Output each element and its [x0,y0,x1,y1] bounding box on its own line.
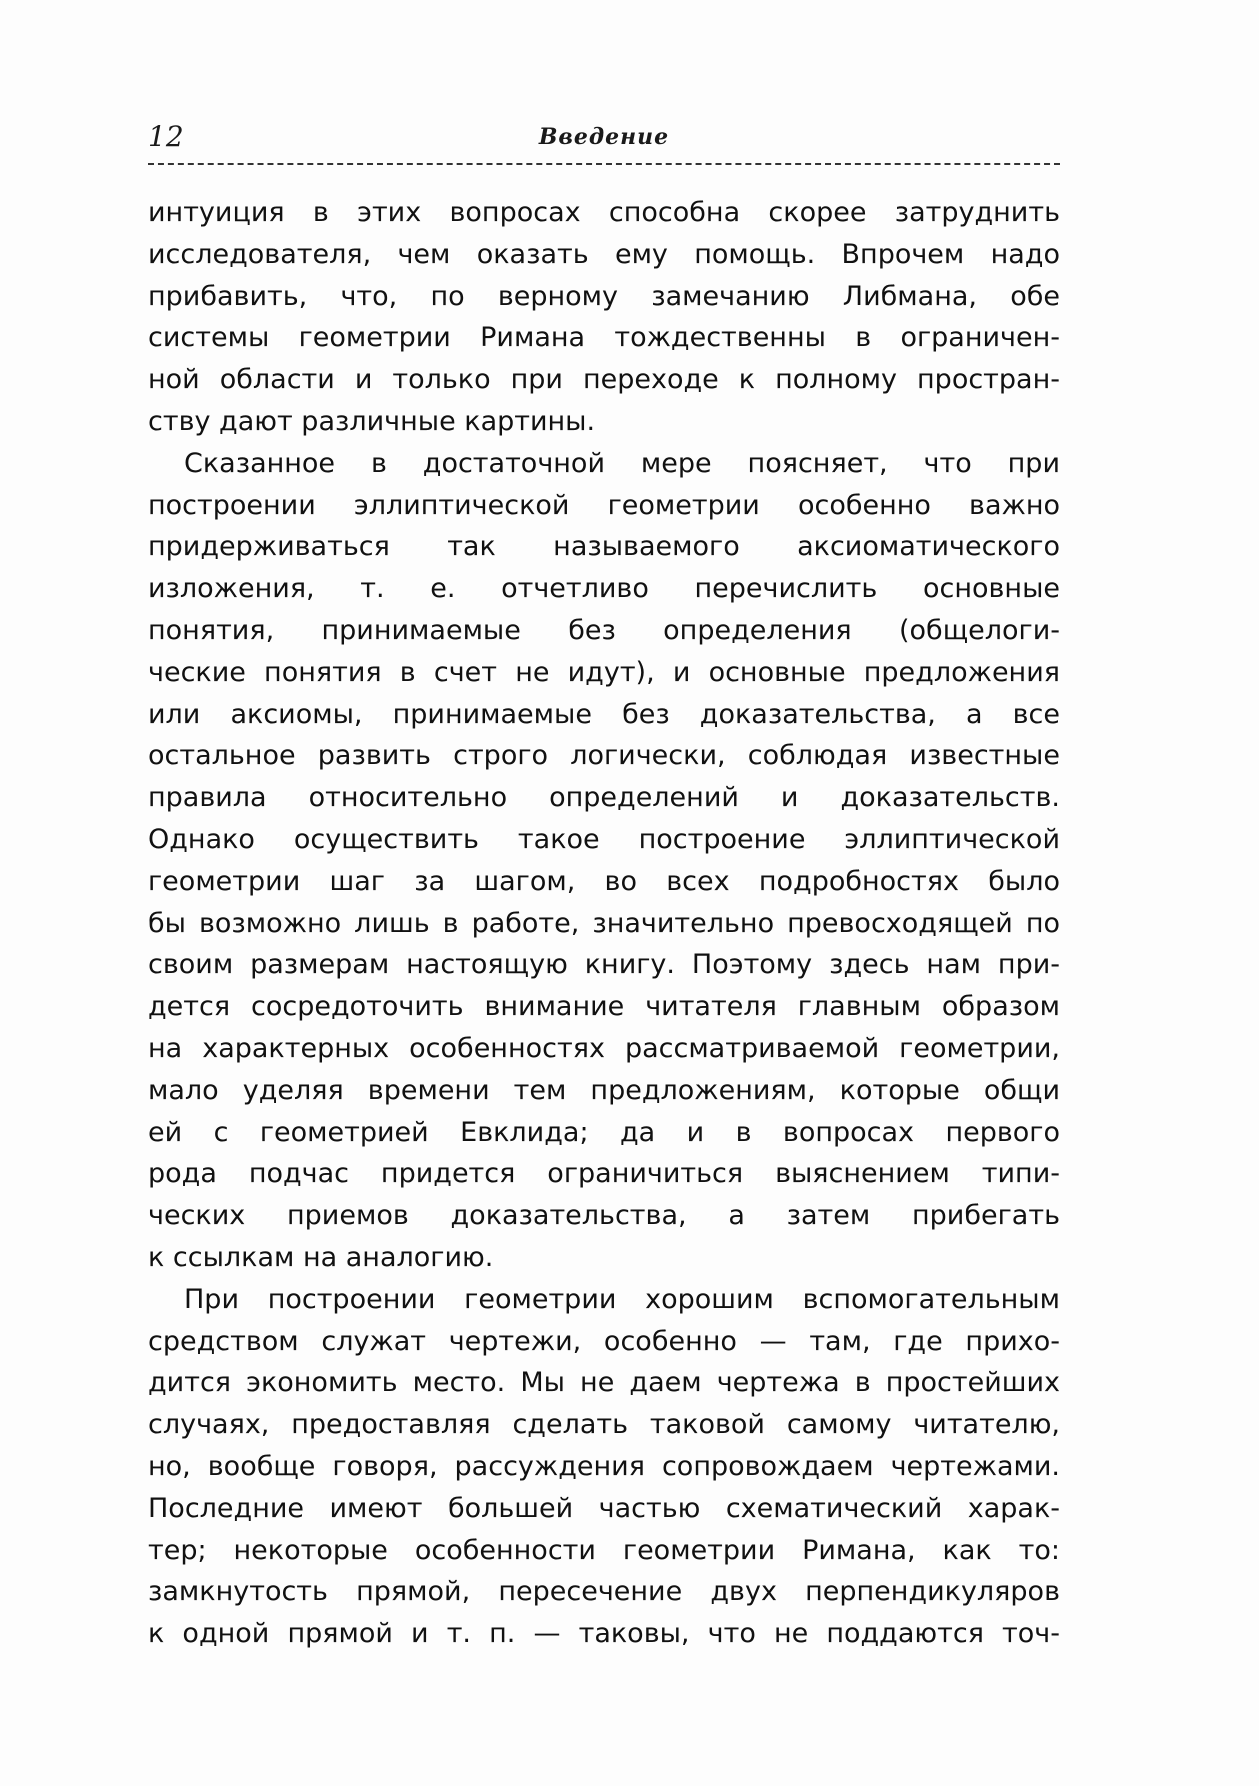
paragraph-1 [148,192,1060,443]
paragraph-2 [148,443,1060,1279]
body-text [148,192,1060,1655]
paragraph-3 [148,1279,1060,1655]
text-line: на характерных особенностях рассматриваемой геометрии, [148,1032,1060,1064]
running-head [148,120,1060,160]
text-line: правила относительно определений и доказательств. [148,782,1060,814]
text-line: понятия, принимаемые без определения (общелоги- [148,614,1060,646]
text-line: исследователя, чем оказать ему помощь. Впрочем надо [148,238,1060,270]
text-line: рода подчас придется ограничиться выяснением типи- [148,1158,1060,1190]
text-line: построении эллиптической геометрии особенно важно [148,489,1060,521]
page-number: 12 [148,120,184,153]
text-line: дится экономить место. Мы не даем чертежа в простейших [148,1367,1060,1399]
text-line: тер; некоторые особенности геометрии Римана, как то: [148,1534,1060,1566]
header-rule [148,163,1060,165]
text-line: замкнутость прямой, пересечение двух перпендикуляров [148,1576,1060,1608]
text-line: своим размерам настоящую книгу. Поэтому здесь нам при- [148,949,1060,981]
text-line: но, вообще говоря, рассуждения сопровождаем чертежами. [148,1450,1060,1482]
text-line: ческие понятия в счет не идут), и основные предложения [148,656,1060,688]
text-line: ству дают различные картины. [148,405,596,437]
text-line: мало уделяя времени тем предложениям, которые общи [148,1074,1060,1106]
text-line: Последние имеют большей частью схематический харак- [148,1492,1060,1524]
text-line: геометрии шаг за шагом, во всех подробностях было [148,865,1060,897]
text-line: прибавить, что, по верному замечанию Либмана, обе [148,280,1060,312]
text-line: или аксиомы, принимаемые без доказательства, а все [148,698,1060,730]
text-line: средством служат чертежи, особенно — там, где прихо- [148,1325,1060,1357]
text-line: ческих приемов доказательства, а затем прибегать [148,1200,1060,1232]
text-line: Однако осуществить такое построение эллиптической [148,823,1060,855]
running-title: Введение [538,124,670,150]
text-line: изложения, т. е. отчетливо перечислить основные [148,573,1060,605]
text-line: При построении геометрии хорошим вспомогательным [184,1283,1060,1315]
text-line: бы возможно лишь в работе, значительно превосходящей по [148,907,1060,939]
text-line: интуиция в этих вопросах способна скорее затруднить [148,197,1060,228]
text-line: остальное развить строго логически, соблюдая известные [148,740,1060,772]
text-line: ей с геометрией Евклида; да и в вопросах первого [148,1116,1060,1148]
text-line: ной области и только при переходе к полному простран- [148,364,1060,396]
text-line: к ссылкам на аналогию. [148,1241,494,1273]
text-line: случаях, предоставляя сделать таковой самому читателю, [148,1409,1060,1441]
text-line: дется сосредоточить внимание читателя главным образом [148,991,1060,1023]
text-line: к одной прямой и т. п. — таковы, что не поддаются точ- [148,1618,1060,1650]
text-line: системы геометрии Римана тождественны в ограничен- [148,322,1060,354]
text-line: Сказанное в достаточной мере поясняет, что при [184,447,1060,479]
text-line: придерживаться так называемого аксиоматического [148,531,1060,563]
